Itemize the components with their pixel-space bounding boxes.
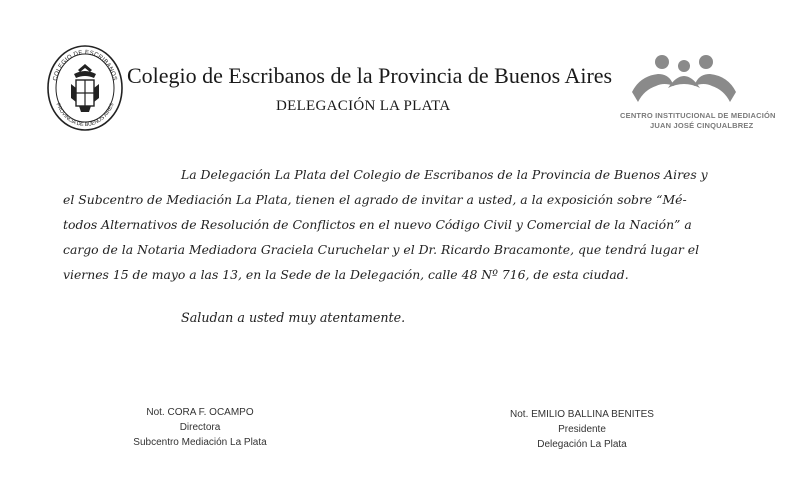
signature-block-right <box>492 407 672 452</box>
signatory-role: Presidente <box>558 424 606 435</box>
delegation-subtitle: DELEGACIÓN LA PLATA <box>276 98 451 114</box>
svg-text:PROVINCIA DE BUENOS AIRES: PROVINCIA DE BUENOS AIRES <box>54 102 116 129</box>
mediacion-center-name: CENTRO INSTITUCIONAL DE MEDIACIÓN <box>620 111 776 120</box>
invitation-line-4: cargo de la Notaria Mediadora Graciela Curuchelar y el Dr. Ricardo Bracamonte, que tendrá lugar el <box>63 242 700 257</box>
signatory-name: Not. CORA F. OCAMPO <box>146 407 254 418</box>
colegio-seal-logo <box>46 44 124 132</box>
signatory-role: Directora <box>179 422 221 433</box>
signatory-organization: Delegación La Plata <box>537 439 627 450</box>
signature-block-left <box>110 405 290 450</box>
mediacion-people-logo <box>628 52 740 106</box>
invitation-line-3: todos Alternativos de Resolución de Conflictos en el nuevo Código Civil y Comercial de la Nación” a <box>63 217 692 232</box>
organization-title: Colegio de Escribanos de la Provincia de Buenos Aires <box>127 63 613 88</box>
invitation-line-2: el Subcentro de Mediación La Plata, tienen el agrado de invitar a usted, a la exposición sobre “Mé- <box>63 192 687 207</box>
svg-text:COLEGIO DE ESCRIBANOS: COLEGIO DE ESCRIBANOS <box>52 49 118 82</box>
invitation-line-5: viernes 15 de mayo a las 13, en la Sede de la Delegación, calle 48 Nº 716, de esta ciudad. <box>63 267 629 282</box>
signatory-organization: Subcentro Mediación La Plata <box>133 437 267 448</box>
invitation-line-1: La Delegación La Plata del Colegio de Escribanos de la Provincia de Buenos Aires y <box>181 167 708 182</box>
closing-greeting: Saludan a usted muy atentamente. <box>181 310 406 325</box>
mediacion-center-person: JUAN JOSÉ CINQUALBREZ <box>650 121 754 130</box>
signatory-name: Not. EMILIO BALLINA BENITES <box>510 409 654 420</box>
